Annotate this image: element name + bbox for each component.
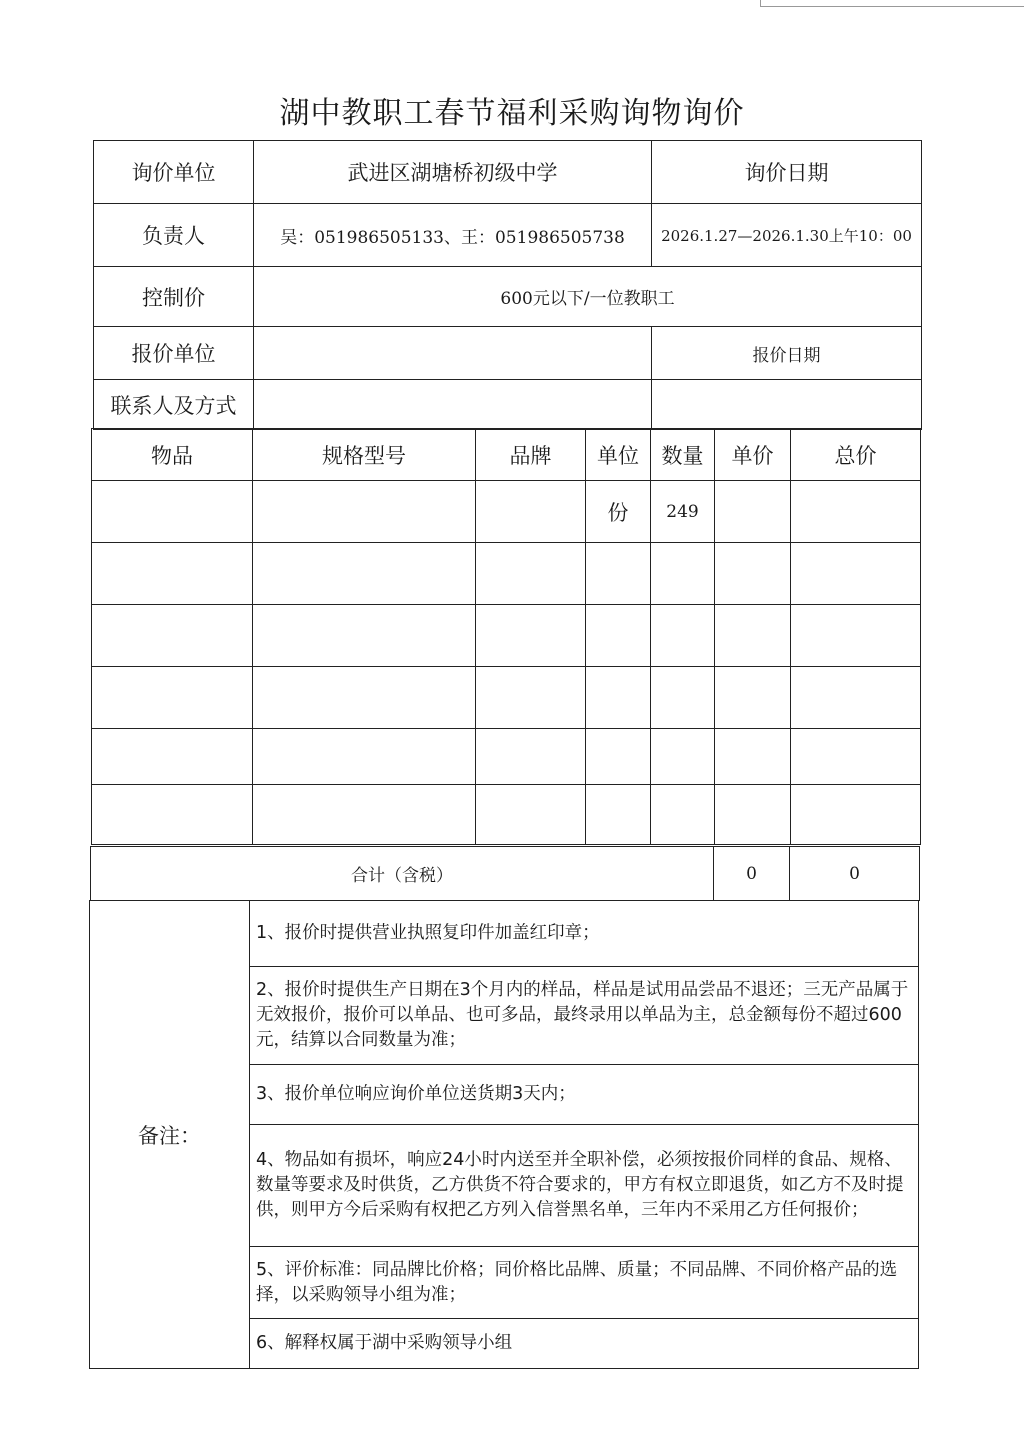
quote-unit-label: 报价单位 bbox=[94, 327, 254, 380]
item-unit-cell[interactable] bbox=[586, 785, 651, 845]
inquiry-date-value: 2026.1.27—2026.1.30上午10：00 bbox=[652, 204, 922, 267]
table-row bbox=[92, 667, 921, 729]
item-name-cell[interactable] bbox=[92, 729, 253, 785]
table-row bbox=[92, 481, 921, 543]
table-row bbox=[92, 605, 921, 667]
note-item: 2、报价时提供生产日期在3个月内的样品，样品是试用品尝品不退还；三无产品属于无效报价，报价可以单品、也可多品，最终录用以单品为主，总金额每份不超过600元，结算以合同数量为准； bbox=[250, 967, 919, 1065]
item-name-cell[interactable] bbox=[92, 785, 253, 845]
inquiry-unit-label: 询价单位 bbox=[94, 141, 254, 204]
item-unit-price-cell[interactable] bbox=[715, 481, 791, 543]
item-unit-cell[interactable]: 份 bbox=[586, 481, 651, 543]
contact-label: 联系人及方式 bbox=[94, 380, 254, 430]
total-row bbox=[90, 846, 919, 901]
item-quantity-cell[interactable] bbox=[651, 667, 715, 729]
column-header: 物品 bbox=[92, 429, 253, 481]
item-unit-price-cell[interactable] bbox=[715, 667, 791, 729]
item-unit-price-cell[interactable] bbox=[715, 785, 791, 845]
column-header: 数量 bbox=[651, 429, 715, 481]
table-row bbox=[92, 543, 921, 605]
inquiry-unit-value: 武进区湖塘桥初级中学 bbox=[254, 141, 652, 204]
item-unit-cell[interactable] bbox=[586, 605, 651, 667]
item-name-cell[interactable] bbox=[92, 605, 253, 667]
column-header: 规格型号 bbox=[253, 429, 476, 481]
inquiry-date-label: 询价日期 bbox=[652, 141, 922, 204]
item-brand-cell[interactable] bbox=[476, 543, 586, 605]
item-brand-cell[interactable] bbox=[476, 729, 586, 785]
item-spec-cell[interactable] bbox=[253, 785, 476, 845]
table-row bbox=[92, 785, 921, 845]
column-header: 单位 bbox=[586, 429, 651, 481]
item-unit-cell[interactable] bbox=[586, 667, 651, 729]
note-item: 1、报价时提供营业执照复印件加盖红印章； bbox=[250, 901, 919, 967]
item-brand-cell[interactable] bbox=[476, 667, 586, 729]
item-spec-cell[interactable] bbox=[253, 481, 476, 543]
items-table bbox=[91, 428, 920, 845]
item-unit-cell[interactable] bbox=[586, 729, 651, 785]
control-price-label: 控制价 bbox=[94, 267, 254, 327]
note-item: 5、评价标准：同品牌比价格；同价格比品牌、质量；不同品牌、不同价格产品的选择，以采购领导小组为准； bbox=[250, 1247, 919, 1319]
item-quantity-cell[interactable] bbox=[651, 785, 715, 845]
item-brand-cell[interactable] bbox=[476, 785, 586, 845]
responsible-label: 负责人 bbox=[94, 204, 254, 267]
item-total-cell[interactable] bbox=[791, 481, 921, 543]
quote-date-label: 报价日期 bbox=[652, 327, 922, 380]
total-unit-price: 0 bbox=[714, 847, 790, 901]
contact-field[interactable] bbox=[254, 380, 652, 430]
item-spec-cell[interactable] bbox=[253, 543, 476, 605]
item-quantity-cell[interactable] bbox=[651, 543, 715, 605]
column-header: 品牌 bbox=[476, 429, 586, 481]
total-label: 合计（含税） bbox=[91, 847, 714, 901]
note-item: 3、报价单位响应询价单位送货期3天内； bbox=[250, 1065, 919, 1125]
note-item: 4、物品如有损坏，响应24小时内送至并全职补偿，必须按报价同样的食品、规格、数量等要求及时供货，乙方供货不符合要求的，甲方有权立即退货，如乙方不及时提供，则甲方今后采购有权把乙方列入信誉黑名单，三年内不采用乙方任何报价； bbox=[250, 1125, 919, 1247]
item-unit-price-cell[interactable] bbox=[715, 729, 791, 785]
contact-extra-field[interactable] bbox=[652, 380, 922, 430]
column-header: 总价 bbox=[791, 429, 921, 481]
responsible-value: 吴：051986505133、王：051986505738 bbox=[254, 204, 652, 267]
item-total-cell[interactable] bbox=[791, 785, 921, 845]
item-quantity-cell[interactable]: 249 bbox=[651, 481, 715, 543]
notes-table bbox=[89, 900, 918, 1369]
total-price: 0 bbox=[790, 847, 920, 901]
page-title: 湖中教职工春节福利采购询物询价 bbox=[279, 96, 745, 131]
item-spec-cell[interactable] bbox=[253, 667, 476, 729]
item-quantity-cell[interactable] bbox=[651, 729, 715, 785]
scan-edge-mark bbox=[760, 0, 1024, 7]
item-quantity-cell[interactable] bbox=[651, 605, 715, 667]
item-brand-cell[interactable] bbox=[476, 605, 586, 667]
item-unit-price-cell[interactable] bbox=[715, 543, 791, 605]
item-name-cell[interactable] bbox=[92, 667, 253, 729]
item-total-cell[interactable] bbox=[791, 729, 921, 785]
item-unit-cell[interactable] bbox=[586, 543, 651, 605]
items-header-row bbox=[92, 429, 921, 481]
item-spec-cell[interactable] bbox=[253, 605, 476, 667]
control-price-value: 600元以下/一位教职工 bbox=[254, 267, 922, 327]
item-unit-price-cell[interactable] bbox=[715, 605, 791, 667]
quote-unit-field[interactable] bbox=[254, 327, 652, 380]
item-brand-cell[interactable] bbox=[476, 481, 586, 543]
notes-label: 备注： bbox=[90, 901, 250, 1369]
table-row bbox=[92, 729, 921, 785]
item-name-cell[interactable] bbox=[92, 481, 253, 543]
inquiry-header-table bbox=[93, 140, 921, 430]
item-total-cell[interactable] bbox=[791, 543, 921, 605]
item-total-cell[interactable] bbox=[791, 667, 921, 729]
note-item: 6、解释权属于湖中采购领导小组 bbox=[250, 1319, 919, 1369]
column-header: 单价 bbox=[715, 429, 791, 481]
item-spec-cell[interactable] bbox=[253, 729, 476, 785]
item-total-cell[interactable] bbox=[791, 605, 921, 667]
item-name-cell[interactable] bbox=[92, 543, 253, 605]
